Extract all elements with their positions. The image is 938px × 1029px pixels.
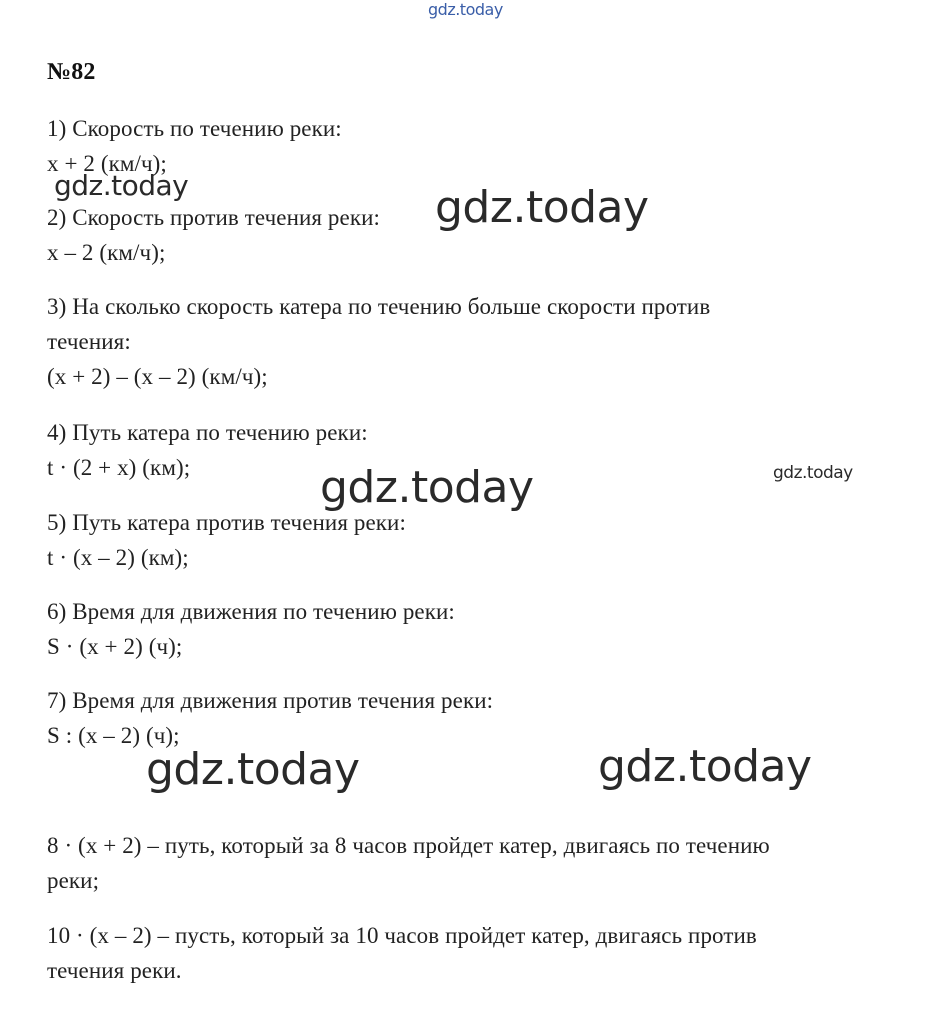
note-2-line2: течения реки.	[47, 958, 182, 983]
watermark-d: gdz.today	[320, 462, 534, 513]
note-1-line2: реки;	[47, 868, 100, 893]
item-7-label: 7) Время для движения против течения реки:	[47, 688, 494, 713]
watermark-a: gdz.today	[54, 169, 189, 202]
watermark-b: gdz.today	[435, 182, 649, 233]
note-1-line1: 8 · (x + 2) – путь, который за 8 часов пройдет катер, двигаясь по течению	[47, 833, 770, 858]
item-1-expr: x + 2 (км/ч);	[47, 151, 167, 176]
item-2-expr: x – 2 (км/ч);	[47, 240, 166, 265]
watermark-c: gdz.today	[773, 463, 853, 483]
item-4-label: 4) Путь катера по течению реки:	[47, 420, 368, 445]
item-3-label-cont: течения:	[47, 329, 131, 354]
note-2-line1: 10 · (x – 2) – пусть, который за 10 часов пройдет катер, двигаясь против	[47, 923, 757, 948]
watermark-e: gdz.today	[146, 744, 360, 795]
item-5-expr: t · (x – 2) (км);	[47, 545, 189, 570]
item-6-expr: S · (x + 2) (ч);	[47, 634, 183, 659]
item-3-expr: (x + 2) – (x – 2) (км/ч);	[47, 364, 268, 389]
item-2-label: 2) Скорость против течения реки:	[47, 205, 380, 230]
watermark-f: gdz.today	[598, 741, 812, 792]
item-6-label: 6) Время для движения по течению реки:	[47, 599, 455, 624]
item-3-label: 3) На сколько скорость катера по течению больше скорости против	[47, 294, 711, 319]
item-5-label: 5) Путь катера против течения реки:	[47, 510, 406, 535]
item-4-expr: t · (2 + x) (км);	[47, 455, 191, 480]
page-title: №82	[47, 59, 96, 85]
watermark-top: gdz.today	[428, 0, 503, 19]
item-1-label: 1) Скорость по течению реки:	[47, 116, 342, 141]
item-7-expr: S : (x – 2) (ч);	[47, 723, 180, 748]
